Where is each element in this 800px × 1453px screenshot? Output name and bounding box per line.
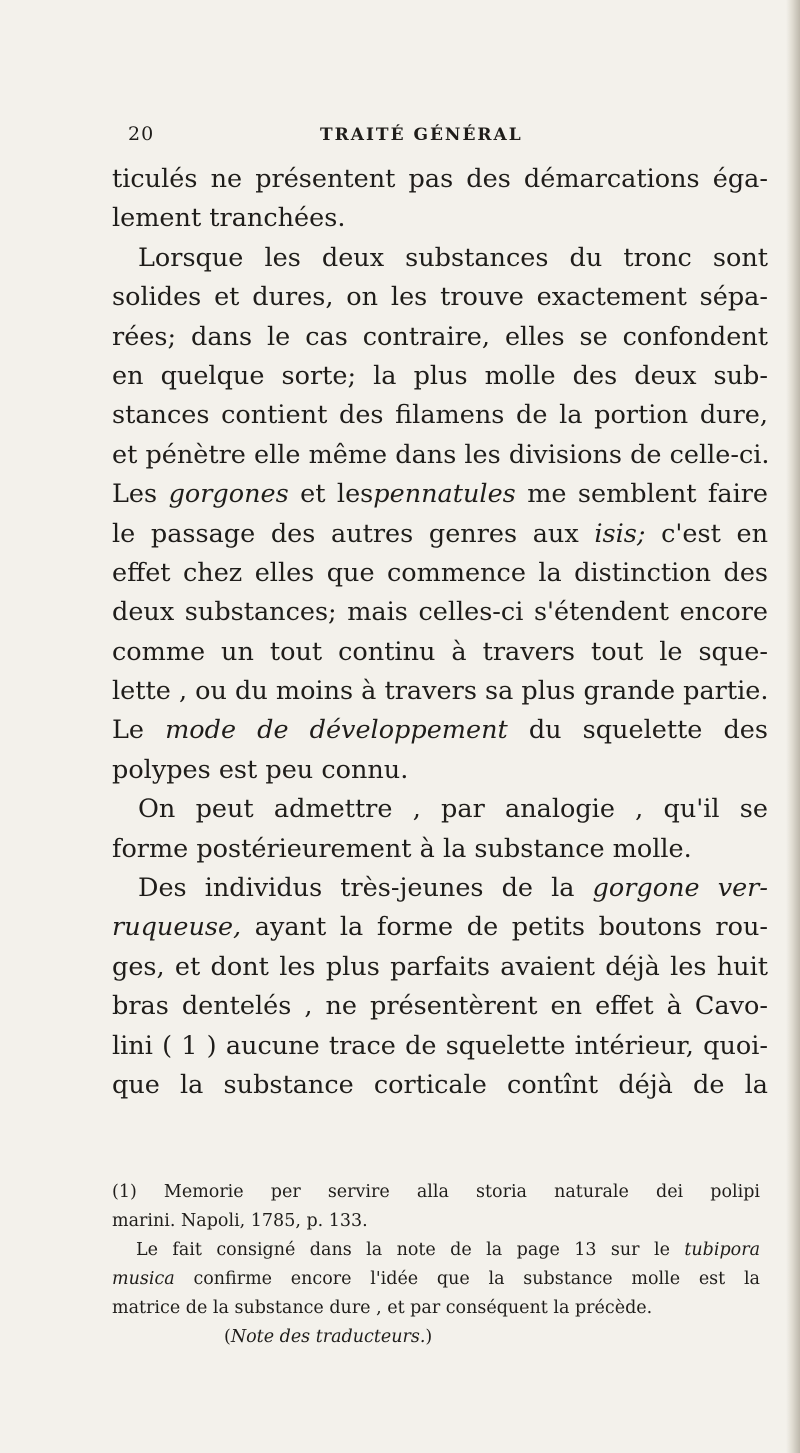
text-line: et pénètre elle même dans les divisions de celle-ci. [112, 439, 770, 470]
italic-term: tubipora [684, 1240, 760, 1260]
text-line: ges, et dont les plus parfaits avaient déjà les huit [112, 951, 768, 982]
text-line: deux substances; mais celles-ci s'étendent encore [112, 597, 768, 628]
text-line: forme postérieurement à la substance molle. [112, 833, 692, 864]
italic-term: isis; [594, 518, 646, 549]
text-line: polypes est peu connu. [112, 754, 409, 785]
footnote-line [112, 1265, 760, 1294]
text-line: On peut admettre , par analogie , qu'il se [138, 794, 768, 825]
footnote-line: matrice de la substance dure , et par conséquent la précède. [112, 1298, 653, 1318]
page-number: 20 [128, 123, 155, 145]
text-line: lette , ou du moins à travers sa plus grande partie. [112, 676, 769, 707]
text-line: Lorsque les deux substances du tronc sont [138, 242, 768, 273]
footnote-line: marini. Napoli, 1785, p. 133. [112, 1211, 368, 1231]
text-run: Le [112, 715, 166, 746]
text-line: que la substance corticale contînt déjà de la [112, 1069, 768, 1100]
italic-term: Note des traducteurs. [230, 1327, 426, 1347]
footnote-line: (1) Memorie per servire alla storia naturale dei polipi [112, 1182, 760, 1202]
text-line [112, 869, 768, 908]
text-run: me semblent faire [515, 479, 769, 510]
text-run: confirme encore l'idée que la substance molle est la [174, 1269, 760, 1289]
italic-term: mode de développement [165, 715, 508, 746]
text-run: ) [425, 1327, 433, 1347]
text-line: solides et dures, on les trouve exactement sépa- [112, 282, 768, 313]
text-line [112, 475, 768, 514]
text-line: stances contient des filamens de la portion dure, [112, 400, 768, 431]
text-line: bras dentelés , ne présentèrent en effet à Cavo- [112, 991, 768, 1022]
text-run: ayant la forme de petits boutons rou- [241, 912, 768, 943]
italic-term: musica [112, 1269, 175, 1289]
text-line: lini ( 1 ) aucune trace de squelette intérieur, quoi- [112, 1030, 768, 1061]
text-line [112, 908, 768, 947]
text-run: Le fait consigné dans la note de la page 13 sur le [136, 1240, 685, 1260]
text-line: rées; dans le cas contraire, elles se confondent [112, 321, 768, 352]
page-header [0, 123, 800, 151]
text-line [112, 711, 768, 750]
text-run: Des individus très-jeunes de la [138, 873, 593, 904]
footnotes [112, 1178, 760, 1352]
main-text [112, 160, 768, 1105]
text-run: du squelette des [507, 715, 768, 746]
text-line: lement tranchées. [112, 203, 346, 234]
running-title: TRAITÉ GÉNÉRAL [320, 125, 523, 145]
text-line: en quelque sorte; la plus molle des deux sub- [112, 360, 768, 391]
text-line [112, 515, 768, 554]
text-run: Les [112, 479, 169, 510]
italic-term: pennatules [373, 479, 516, 510]
footnote-line [112, 1236, 760, 1265]
text-line: comme un tout continu à travers tout le sque- [112, 636, 768, 667]
text-line: effet chez elles que commence la distinction des [112, 557, 768, 588]
footnote-signature [112, 1323, 760, 1352]
text-run: et les [288, 479, 374, 510]
text-run: c'est en [645, 518, 768, 549]
italic-term: ruqueuse, [112, 912, 242, 943]
text-run: ( [224, 1327, 231, 1347]
text-run: le passage des autres genres aux [112, 518, 595, 549]
italic-term: gorgone ver- [592, 873, 768, 904]
italic-term: gorgones [168, 479, 289, 510]
page-edge-shadow [786, 0, 800, 1453]
text-line: ticulés ne présentent pas des démarcations éga- [112, 164, 768, 194]
